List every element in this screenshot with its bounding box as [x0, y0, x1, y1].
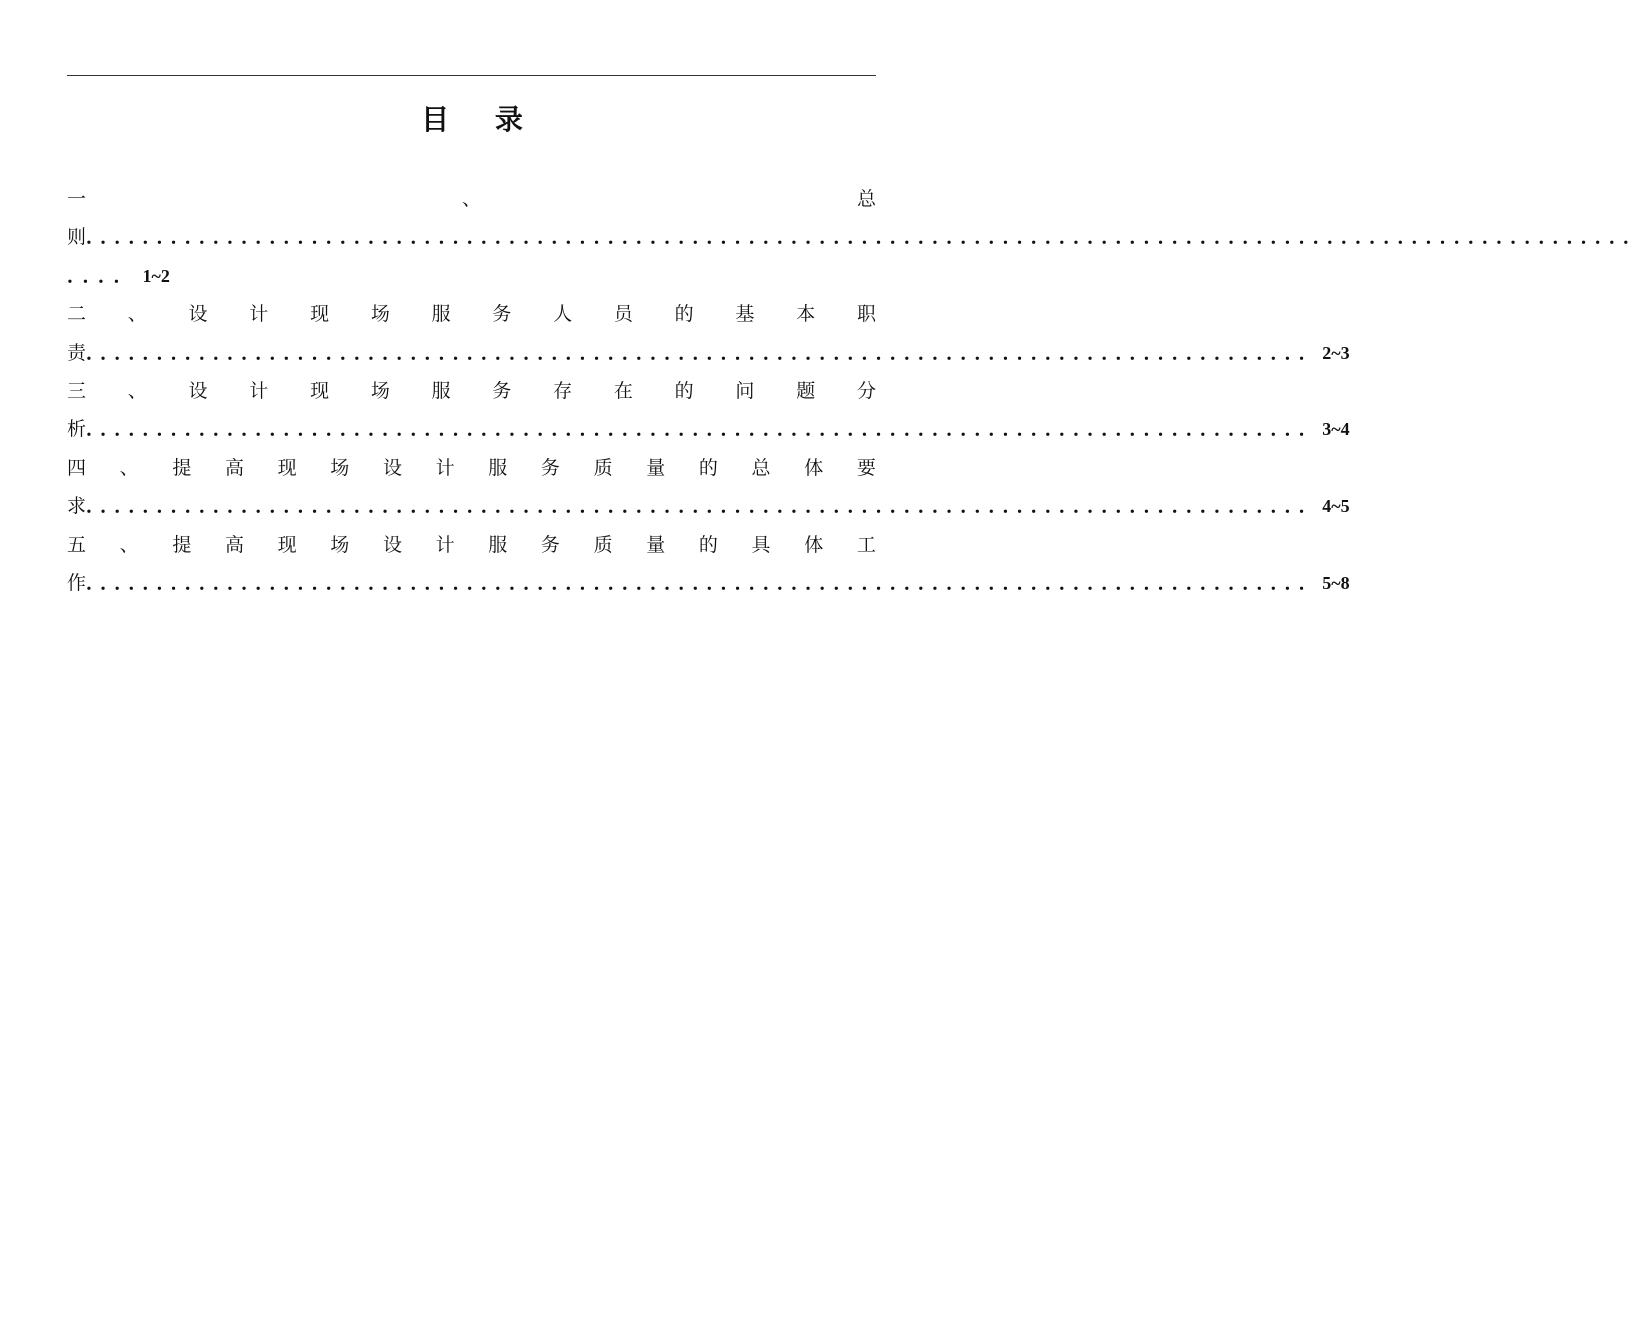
- toc-page-range: 3~4: [1322, 419, 1350, 440]
- toc-heading-char: 的: [698, 533, 718, 556]
- toc-heading-char: 现: [310, 303, 330, 326]
- toc-heading-tail: 则: [67, 226, 87, 249]
- toc-heading-char: 、: [119, 456, 139, 479]
- toc-heading-char: 本: [796, 303, 816, 326]
- toc-heading-line: [67, 180, 876, 218]
- toc-heading-tail: 作: [67, 571, 87, 594]
- toc-heading-char: 的: [698, 456, 718, 479]
- toc-heading-char: 务: [492, 303, 512, 326]
- toc-heading-tail: 求: [67, 495, 87, 518]
- toc-heading-char: 服: [488, 456, 508, 479]
- toc-dot-leader: ．．．．．．．．．．．．．．．．．．．．．．．．．．．．．．．．．．．．．．．．．．．．．．．．．．．．．．．．．．．．．．．．．．．．．．．．．．．．．．．．．．．．．．．: [86, 418, 1323, 441]
- toc-heading-char: 要: [856, 456, 876, 479]
- page-title: 目 录: [421, 103, 541, 136]
- toc-heading-char: 场: [330, 456, 350, 479]
- toc-heading-char: 体: [804, 533, 824, 556]
- toc-heading-char: 量: [646, 456, 666, 479]
- toc-heading-char: 设: [382, 533, 402, 556]
- toc-dot-leader: ．．．．．．．．．．．．．．．．．．．．．．．．．．．．．．．．．．．．．．．．．．．．．．．．．．．．．．．．．．．．．．．．．．．．．．．．．．．．．．．．．．．．．．．: [86, 571, 1323, 594]
- toc-heading-char: 的: [674, 303, 694, 326]
- toc-heading-char: 场: [370, 303, 390, 326]
- toc-dot-leader: ．．．．．．．．．．．．．．．．．．．．．．．．．．．．．．．．．．．．．．．．．．．．．．．．．．．．．．．．．．．．．．．．．．．．．．．．．．．．．．．．．．．．．．．: [86, 341, 1323, 364]
- toc-heading-char: 职: [856, 303, 876, 326]
- toc-heading-char: 计: [435, 533, 455, 556]
- toc-heading-char: 工: [856, 533, 876, 556]
- toc-entry-3[interactable]: [67, 372, 1350, 449]
- toc-heading-tail: 责: [67, 341, 87, 364]
- toc-heading-char: 总: [751, 456, 771, 479]
- toc-heading-char: 场: [370, 379, 390, 402]
- toc-heading-char: 服: [488, 533, 508, 556]
- toc-heading-char: 题: [796, 379, 816, 402]
- toc-heading-char: 二: [67, 303, 87, 326]
- toc-heading-char: 计: [249, 379, 269, 402]
- toc-heading-char: 基: [735, 303, 755, 326]
- toc-heading-char: 问: [735, 379, 755, 402]
- toc-heading-char: 总: [856, 188, 876, 210]
- toc-heading-char: 在: [613, 379, 633, 402]
- toc-heading-char: 、: [127, 379, 147, 402]
- toc-heading-line: [67, 449, 876, 487]
- toc-heading-char: 量: [646, 533, 666, 556]
- toc-heading-char: 服: [431, 303, 451, 326]
- toc-leader-line: [67, 564, 1350, 602]
- toc-heading-char: 存: [553, 379, 573, 402]
- toc-leader-line: [67, 487, 1350, 525]
- toc-continuation-line: [67, 257, 876, 295]
- toc-heading-char: 质: [593, 456, 613, 479]
- toc-dot-leader: ．．．．．．．．．．．．．．．．．．．．．．．．．．．．．．．．．．．．．．．．．．．．．．．．．．．．．．．．．．．．．．．．．．．．．．．．．．．．．．．．．．．．．．．．．．．．．．．．．．．．．．．．．．．．．．: [86, 226, 1647, 249]
- toc-heading-char: 四: [67, 456, 87, 479]
- toc-heading-char: 员: [613, 303, 633, 326]
- toc-heading-char: 现: [310, 379, 330, 402]
- toc-heading-char: 现: [277, 456, 297, 479]
- toc-heading-char: 提: [172, 456, 192, 479]
- toc-heading-char: 计: [435, 456, 455, 479]
- toc-heading-char: 高: [224, 533, 244, 556]
- toc-page-range: 5~8: [1322, 572, 1350, 593]
- toc-heading-char: 一: [67, 188, 87, 210]
- toc-entry-1[interactable]: [67, 180, 1647, 295]
- toc-heading-char: 人: [553, 303, 573, 326]
- toc-heading-char: 现: [277, 533, 297, 556]
- toc-leader-line: [67, 334, 1350, 372]
- toc-entry-4[interactable]: [67, 449, 1350, 526]
- toc-heading-char: 五: [67, 533, 87, 556]
- toc-heading-char: 计: [249, 303, 269, 326]
- toc-heading-char: 具: [751, 533, 771, 556]
- toc-entry-2[interactable]: [67, 295, 1350, 372]
- toc-heading-char: 设: [382, 456, 402, 479]
- toc-heading-char: 质: [593, 533, 613, 556]
- toc-heading-char: 、: [127, 303, 147, 326]
- toc-dot-leader: ．．．．: [67, 264, 139, 287]
- toc-heading-tail: 析: [67, 418, 87, 441]
- toc-heading-char: 场: [330, 533, 350, 556]
- toc-heading-char: 体: [804, 456, 824, 479]
- header-rule: [67, 75, 876, 76]
- toc-heading-char: 提: [172, 533, 192, 556]
- toc-heading-char: 高: [224, 456, 244, 479]
- toc-leader-line: [67, 218, 1647, 256]
- toc-heading-char: 设: [188, 379, 208, 402]
- toc-heading-char: 、: [119, 533, 139, 556]
- toc-heading-char: 、: [461, 188, 481, 210]
- toc-page-range: 2~3: [1322, 342, 1350, 363]
- toc-page-range: 1~2: [142, 265, 170, 286]
- toc-heading-char: 务: [492, 379, 512, 402]
- toc-heading-char: 三: [67, 379, 87, 402]
- toc-dot-leader: ．．．．．．．．．．．．．．．．．．．．．．．．．．．．．．．．．．．．．．．．．．．．．．．．．．．．．．．．．．．．．．．．．．．．．．．．．．．．．．．．．．．．．．．: [86, 495, 1323, 518]
- toc-entry-5[interactable]: [67, 526, 1350, 603]
- toc-leader-line: [67, 410, 1350, 448]
- toc-heading-char: 分: [856, 379, 876, 402]
- toc-heading-char: 服: [431, 379, 451, 402]
- toc-page-range: 4~5: [1322, 496, 1350, 517]
- toc-heading-char: 的: [674, 379, 694, 402]
- toc-heading-line: [67, 526, 876, 564]
- toc-heading-char: 设: [188, 303, 208, 326]
- toc-heading-char: 务: [540, 533, 560, 556]
- toc-heading-line: [67, 372, 876, 410]
- table-of-contents: [67, 180, 1647, 602]
- toc-heading-line: [67, 295, 876, 333]
- toc-heading-char: 务: [540, 456, 560, 479]
